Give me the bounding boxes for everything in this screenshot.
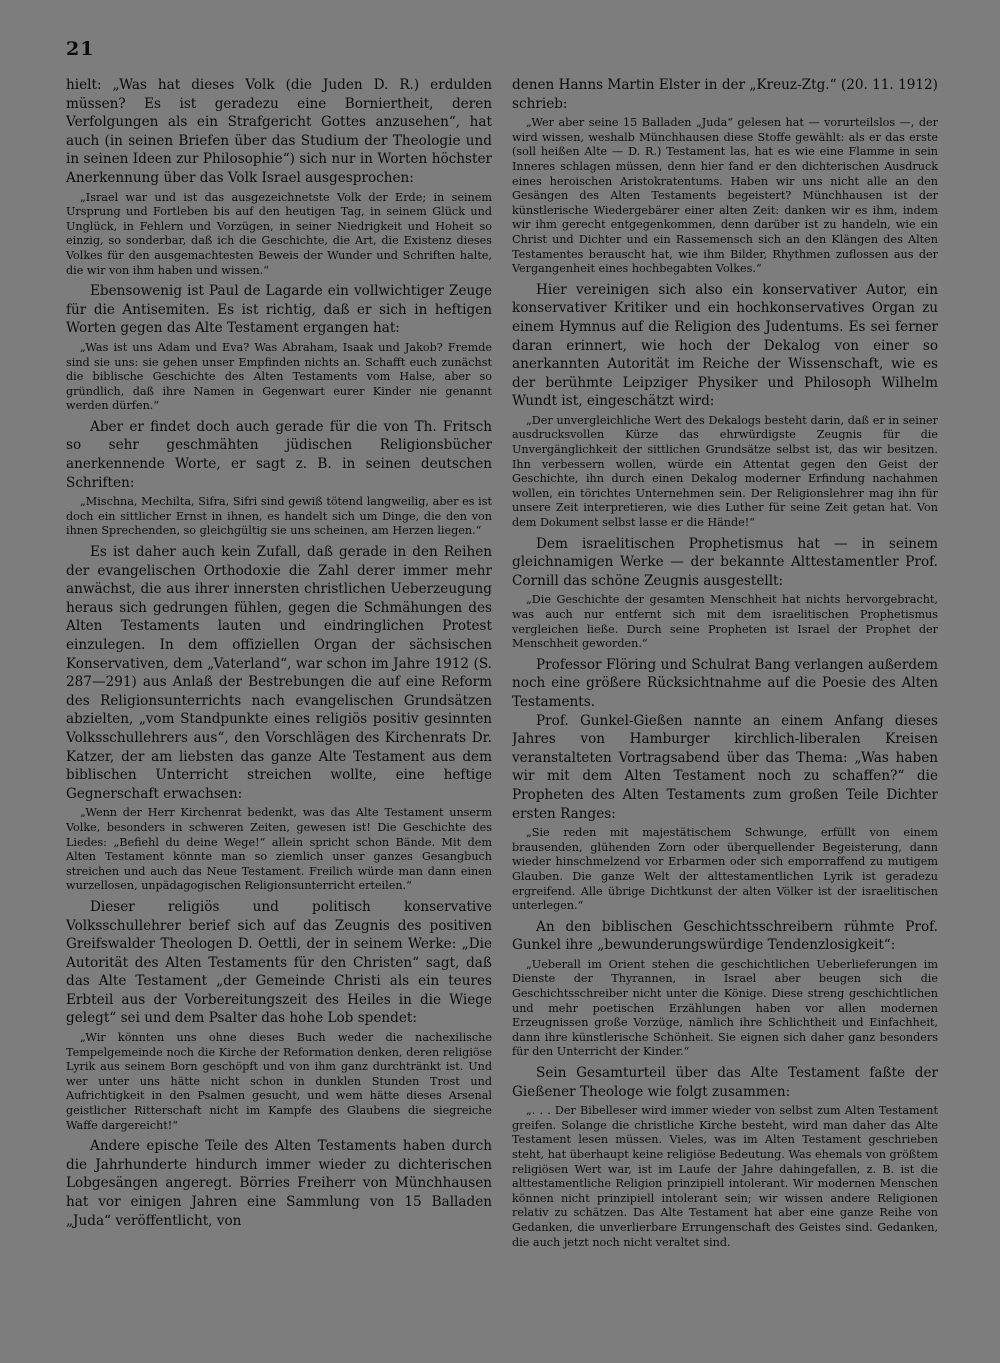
body-paragraph: Sein Gesamturteil über das Alte Testament faßte der Gießener Theologe wie folgt zusammen:: [512, 1065, 938, 1100]
quoted-paragraph: „Ueberall im Orient stehen die geschichtlichen Ueberlieferungen im Dienste der Thyrannen, in Israel aber beugen sich die Geschichtsschreiber nicht unter die Könige. Diese streng geschichtlichen und mehr poetischen Erzählungen haben vor allen modernen Erzeugnissen große Vorzüge, nämlich ihre Schlichtheit und Einfachheit, dann ihre künstlerische Schönheit. Sie eignen sich daher ganz besonders für den Unterricht der Kinder.“: [512, 957, 938, 1059]
body-paragraph: Prof. Gunkel-Gießen nannte an einem Anfang dieses Jahres von Hamburger kirchlich-liberalen Kreisen veranstalteten Vortragsabend über das Thema: „Was haben wir mit dem Alten Testament noch zu schaffen?“ die Propheten des Alten Testaments zum großen Teile Dichter ersten Ranges:: [512, 712, 938, 822]
body-paragraph: An den biblischen Geschichtsschreibern rühmte Prof. Gunkel ihre „bewunderungswürdige Tendenzlosigkeit“:: [512, 918, 938, 954]
body-paragraph: Andere epische Teile des Alten Testaments haben durch die Jahrhunderte hindurch immer wieder zu dichterischen Lobgesängen angeregt. Börries Freiherr von Münchhausen hat vor einigen Jahren eine Sammlung von 15 Balladen „Juda“ veröffentlicht, von: [66, 1138, 492, 1229]
body-paragraph: Dieser religiös und politisch konservative Volksschullehrer berief sich auf das Zeugnis des positiven Greifswalder Theologen D. Oettli, der in seinem Werke: „Die Autorität des Alten Testaments für den Christen“ sagt, daß das Alte Testament „der Gemeinde Christi als ein teures Erbteil aus der Vorbereitungszeit des Heiles in die Wiege gelegt“ sei und dem Psalter das hohe Lob spendet:: [66, 898, 492, 1027]
body-paragraph: hielt: „Was hat dieses Volk (die Juden D. R.) erdulden müssen? Es ist geradezu eine Borniertheit, deren Verfolgungen als ein Strafgericht Gottes anzusehen“, hat auch (in seinen Briefen über das Studium der Theologie und in seinen Ideen zur Philosophie“) sich nur in Worten höchster Anerkennung über das Volk Israel ausgesprochen:: [66, 77, 492, 186]
body-paragraph: Dem israelitischen Prophetismus hat — in seinem gleichnamigen Werke — der bekannte Alttestamentler Prof. Cornill das schöne Zeugnis ausgestellt:: [512, 535, 938, 589]
quoted-paragraph: „Wir könnten uns ohne dieses Buch weder die nachexilische Tempelgemeinde noch die Kirche der Reformation denken, deren religiöse Lyrik aus seinem Born geschöpft und von ihm ganz durchtränkt ist. Und wer unter uns hätte nicht schon in dunklen Stunden Trost und Aufrichtigkeit in den Psalmen gesucht, und wem hätte dieses Arsenal geistlicher Ritterschaft nicht im Kampfe des Glaubens die siegreiche Waffe dargereicht!“: [66, 1031, 492, 1132]
quoted-paragraph: „Wer aber seine 15 Balladen „Juda“ gelesen hat — vorurteilslos —, der wird wissen, weshalb Münchhausen diese Stoffe gewählt: als er das erste (soll heißen Alte — D. R.) Testament las, hat es wie eine Flamme in sein Inneres schlagen müssen, denn hier fand er den dichterischen Ausdruck eines heroischen Aristokratentums. Haben wir uns nicht alle an den Gesängen des Alten Testaments begeistert? Münchhausen ist der künstlerische Wiedergebärer einer alten Zeit: danken wir es ihm, indem wir ihm gerecht entgegenkommen, denn darüber ist zu handeln, wie ein Christ und Dichter und ein Rassemensch sich an den Klängen des Alten Testamentes berauscht hat, wie ihm Bilder, Rhythmen zuflossen aus der Vergangenheit eines hochbegabten Volkes.“: [512, 116, 938, 276]
body-paragraph: Professor Flöring und Schulrat Bang verlangen außerdem noch eine größere Rücksichtnahme auf die Poesie des Alten Testaments.: [512, 656, 938, 710]
quoted-paragraph: „Die Geschichte der gesamten Menschheit hat nichts hervorgebracht, was auch nur entfernt sich mit dem israelitischen Prophetismus vergleichen ließe. Durch seine Propheten ist Israel der Prophet der Menschheit geworden.“: [512, 593, 938, 651]
body-paragraph: denen Hanns Martin Elster in der „Kreuz-Ztg.“ (20. 11. 1912) schrieb:: [512, 77, 938, 112]
page-number: 21: [66, 38, 95, 60]
quoted-paragraph: „Wenn der Herr Kirchenrat bedenkt, was das Alte Testament unserm Volke, besonders in schweren Zeiten, gewesen ist! Die Geschichte des Liedes: „Befiehl du deine Wege!“ allein spricht schon Bände. Mit dem Alten Testament könnte man so ziemlich unser ganzes Gesangbuch streichen und auch das Neue Testament. Freilich würde man dann einen wurzellosen, unpädagogischen Religionsunterricht erteilen.“: [66, 806, 492, 893]
body-paragraph: Es ist daher auch kein Zufall, daß gerade in den Reihen der evangelischen Orthodoxie die Zahl derer immer mehr anwächst, die aus ihrer innersten christlichen Ueberzeugung heraus sich gedrungen fühlen, gegen die Schmähungen des Alten Testaments lauten und eindringlichen Protest einzulegen. In dem offiziellen Organ der sächsischen Konservativen, dem „Vaterland“, war schon im Jahre 1912 (S. 287—291) aus Anlaß der Bestrebungen die auf eine Reform des Religionsunterrichts nach evangelischen Grundsätzen abzielten, „vom Standpunkte eines religiös positiv gesinnten Volksschullehrers aus“, den Vorschlägen des Kirchenrats Dr. Katzer, der am liebsten das ganze Alte Testament aus dem biblischen Unterricht streichen wollte, eine heftige Gegnerschaft erwachsen:: [66, 544, 492, 802]
body-paragraph: Hier vereinigen sich also ein konservativer Autor, ein konservativer Kritiker und ein hochkonservatives Organ zu einem Hymnus auf die Religion des Judentums. Es sei ferner daran erinnert, wie hoch der Dekalog von einer so anerkannten Autorität im Reiche der Wissenschaft, wie es der berühmte Leipziger Physiker und Philosoph Wilhelm Wundt ist, eingeschätzt wird:: [512, 281, 938, 410]
right-column: [512, 76, 938, 1338]
left-column: [66, 76, 492, 1338]
quoted-paragraph: „Der unvergleichliche Wert des Dekalogs besteht darin, daß er in seiner ausdrucksvollen Kürze das ehrwürdigste Zeugnis für die Unvergänglichkeit der sittlichen Grundsätze selbst ist, das wir besitzen. Ihn verbessern wollen, würde ein Attentat gegen den Geist der Geschichte, ihn durch einen Dekalog moderner Erfindung nachahmen wollen, ein törichtes Unternehmen sein. Der Religionslehrer mag ihn für unsere Zeit interpretieren, wie dies Luther für seine Zeit getan hat. Von dem Dokument selbst lasse er die Hände!“: [512, 413, 938, 530]
body-paragraph: Ebensowenig ist Paul de Lagarde ein vollwichtiger Zeuge für die Antisemiten. Es ist richtig, daß er sich in heftigen Worten gegen das Alte Testament ergangen hat:: [66, 283, 492, 337]
body-paragraph: Aber er findet doch auch gerade für die von Th. Fritsch so sehr geschmähten jüdischen Religionsbücher anerkennende Worte, er sagt z. B. in seinen deutschen Schriften:: [66, 418, 492, 491]
quoted-paragraph: „. . . Der Bibelleser wird immer wieder von selbst zum Alten Testament greifen. Solange die christliche Kirche besteht, wird man daher das Alte Testament lesen müssen. Vieles, was im Alten Testament geschrieben steht, hat überhaupt keine religiöse Bedeutung. Was ehemals von größtem religiösen Wert war, ist im Laufe der Jahre dahingefallen, z. B. ist die alttestamentliche Religion prinzipiell intolerant. Wir modernen Menschen können nicht prinzipiell intolerant sein; wir wissen andere Religionen relativ zu schätzen. Das Alte Testament hat aber eine ganze Reihe von Gedanken, die unverlierbare Errungenschaft des Geistes sind. Gedanken, die auch jetzt noch nicht veraltet sind.: [512, 1104, 938, 1249]
quoted-paragraph: „Sie reden mit majestätischem Schwunge, erfüllt von einem brausenden, glühenden Zorn oder überquellender Begeisterung, dann wieder hinschmelzend vor Erbarmen oder sich emporraffend zu mutigem Glauben. Die ganze Welt der alttestamentlichen Lyrik ist geradezu ergreifend. Alle übrige Dichtkunst der alten Völker ist der israelitischen unterlegen.“: [512, 826, 938, 913]
quoted-paragraph: „Was ist uns Adam und Eva? Was Abraham, Isaak und Jakob? Fremde sind sie uns: sie gehen unser Empfinden nichts an. Schafft euch zunächst die biblische Geschichte des Alten Testaments vom Halse, aber so gründlich, daß ihre Namen in Gegenwart eurer Kinder nie genannt werden dürfen.“: [66, 340, 492, 413]
quoted-paragraph: „Mischna, Mechilta, Sifra, Sifri sind gewiß tötend langweilig, aber es ist doch ein sittlicher Ernst in ihnen, es handelt sich um Dinge, die den von ihnen Sprechenden, so gleichgültig sie uns scheinen, am Herzen liegen.“: [66, 495, 492, 538]
quoted-paragraph: „Israel war und ist das ausgezeichnetste Volk der Erde; in seinem Ursprung und Fortleben bis auf den heutigen Tag, in seinem Glück und Unglück, in Fehlern und Vorzügen, in seiner Niedrigkeit und Hoheit so einzig, so sonderbar, daß ich die Geschichte, die Art, die Existenz dieses Volkes für den ausgemachtesten Beweis der Wunder und Schriften halte, die wir von ihm haben und wissen.“: [66, 190, 492, 277]
